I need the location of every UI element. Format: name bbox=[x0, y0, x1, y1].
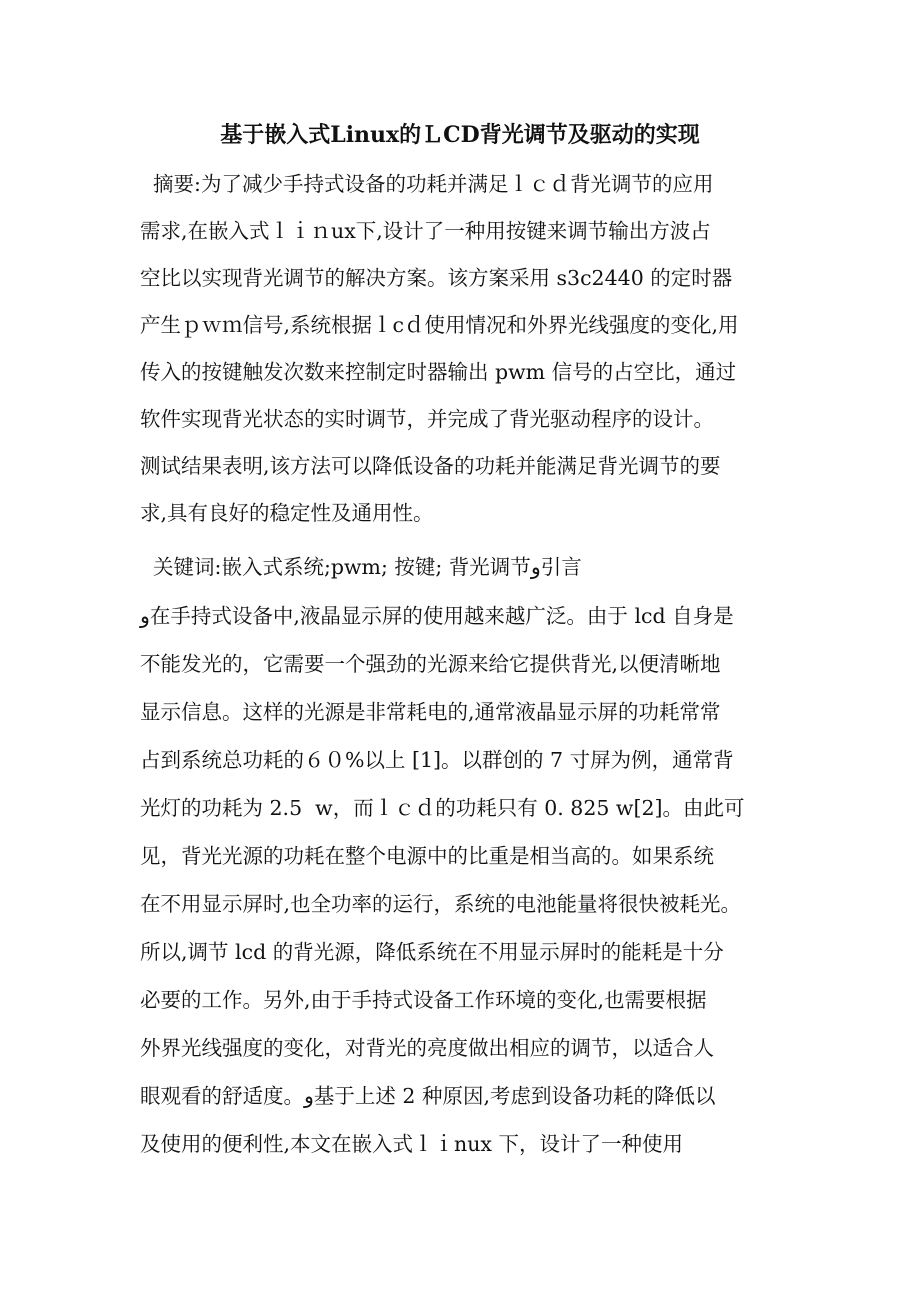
body-line: 空比以实现背光调节的解决方案。该方案采用 s3c2440 的定时器 bbox=[140, 266, 733, 290]
body-line: 不能发光的，它需要一个强劲的光源来给它提供背光,以便清晰地 bbox=[140, 652, 721, 676]
body-line: ﻭ在手持式设备中,液晶显示屏的使用越来越广泛。由于 lcd 自身是 bbox=[140, 604, 734, 628]
body-line: 软件实现背光状态的实时调节，并完成了背光驱动程序的设计。 bbox=[140, 407, 714, 431]
body-line: 摘要:为了减少手持式设备的功耗并满足ｌｃｄ背光调节的应用 bbox=[140, 172, 714, 196]
body-line: 及使用的便利性,本文在嵌入式ｌｉnux 下，设计了一种使用 bbox=[140, 1132, 683, 1156]
body-line: 需求,在嵌入式ｌｉｎux下,设计了一种用按键来调节输出方波占 bbox=[140, 219, 711, 243]
body-line: 见，背光光源的功耗在整个电源中的比重是相当高的。如果系统 bbox=[140, 844, 714, 868]
page-title: 基于嵌入式Linux的ＬCD背光调节及驱动的实现 bbox=[220, 122, 700, 148]
body-line: 在不用显示屏时,也全功率的运行，系统的电池能量将很快被耗光。 bbox=[140, 892, 742, 916]
body-line: 必要的工作。另外,由于手持式设备工作环境的变化,也需要根据 bbox=[140, 988, 707, 1012]
body-line: 占到系统总功耗的６０%以上 [1]。以群创的 7 寸屏为例，通常背 bbox=[140, 748, 734, 772]
body-line: 外界光线强度的变化，对背光的亮度做出相应的调节，以适合人 bbox=[140, 1036, 714, 1060]
keywords-line: 关键词:嵌入式系统;pwm; 按键; 背光调节ﻭ引言 bbox=[140, 555, 582, 579]
body-line: 传入的按键触发次数来控制定时器输出 pwm 信号的占空比，通过 bbox=[140, 360, 737, 384]
body-line: 眼观看的舒适度。ﻭ基于上述 2 种原因,考虑到设备功耗的降低以 bbox=[140, 1084, 716, 1108]
body-line: 求,具有良好的稳定性及通用性。 bbox=[140, 501, 434, 525]
body-line: 显示信息。这样的光源是非常耗电的,通常液晶显示屏的功耗常常 bbox=[140, 700, 721, 724]
body-line: 测试结果表明,该方法可以降低设备的功耗并能满足背光调节的要 bbox=[140, 454, 721, 478]
body-line: 所以,调节 lcd 的背光源，降低系统在不用显示屏时的能耗是十分 bbox=[140, 940, 724, 964]
body-line: 产生ｐｗｍ信号,系统根据ｌcｄ使用情况和外界光线强度的变化,用 bbox=[140, 313, 739, 337]
body-line: 光灯的功耗为 2.5 w，而ｌｃｄ的功耗只有 0. 825 w[2]。由此可 bbox=[140, 796, 745, 820]
